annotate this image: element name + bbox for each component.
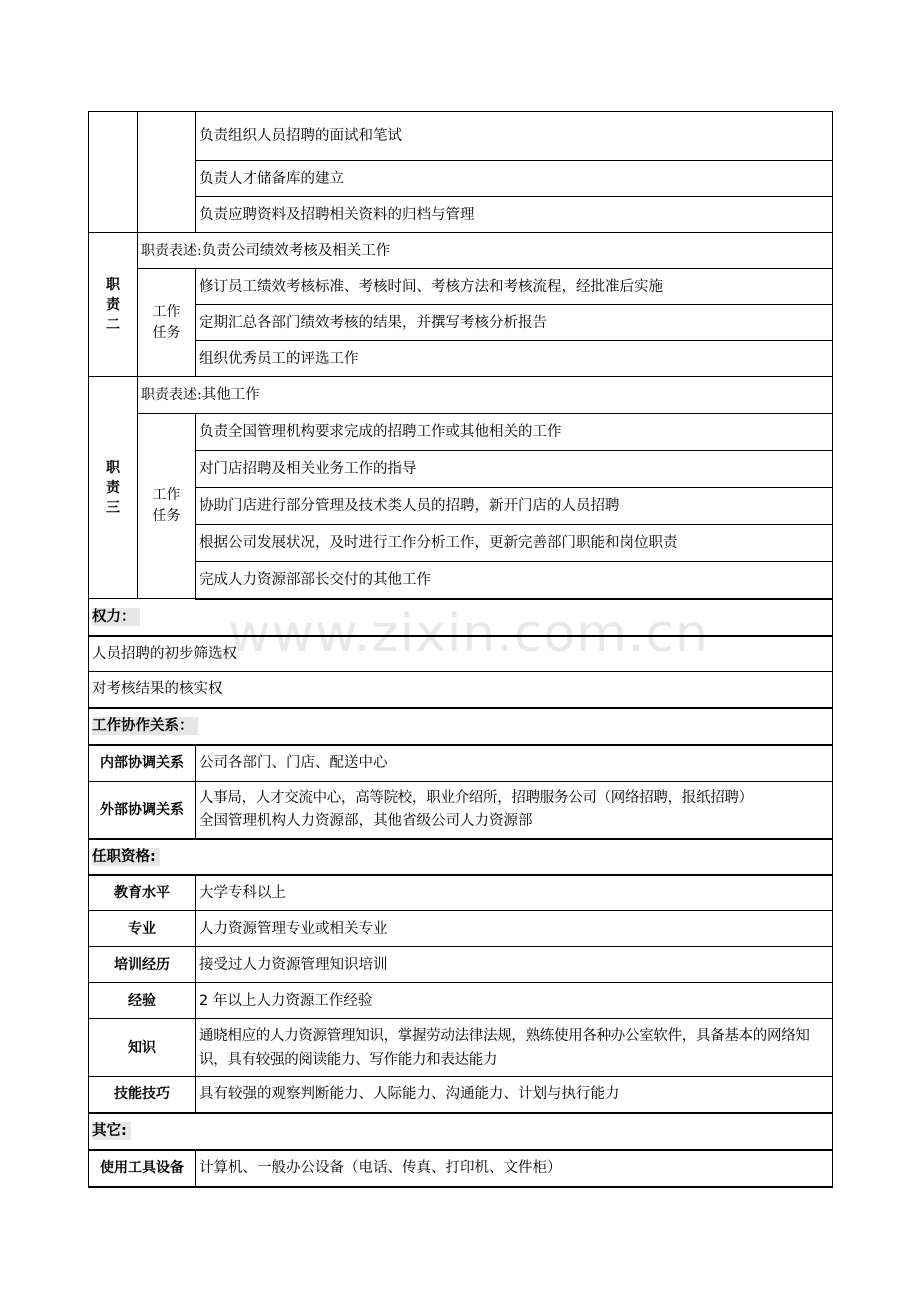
duty2-task: 组织优秀员工的评选工作: [196, 341, 833, 377]
qualification-row: [89, 875, 833, 911]
duty3-task: 负责全国管理机构要求完成的招聘工作或其他相关的工作: [196, 414, 833, 451]
power-item-row: [89, 636, 833, 672]
internal-cooperation-row: [89, 745, 833, 782]
other-heading-row: [89, 1113, 833, 1150]
duty3-task: 根据公司发展状况，及时进行工作分析工作，更新完善部门职能和岗位职责: [196, 525, 833, 562]
duty2-description-row: [89, 233, 833, 269]
duty2-task-label: 工作 任务: [138, 269, 196, 377]
duty3-task-row: [89, 525, 833, 562]
cooperation-heading-row: [89, 708, 833, 745]
qualification-value: 人力资源管理专业或相关专业: [196, 911, 833, 947]
duty1-task-row: [89, 161, 833, 197]
tools-value: 计算机、一般办公设备（电话、传真、打印机、文件柜）: [196, 1150, 833, 1187]
power-heading-row: [89, 599, 833, 636]
qualification-heading: [89, 839, 833, 875]
external-cooperation-row: [89, 782, 833, 839]
duty1-task: 负责人才储备库的建立: [196, 161, 833, 197]
qualification-label: 经验: [89, 983, 196, 1019]
internal-cooperation-label: 内部协调关系: [89, 745, 196, 782]
other-heading-text: 其它:: [92, 1122, 131, 1140]
qualification-value: 大学专科以上: [196, 875, 833, 911]
tools-row: [89, 1150, 833, 1187]
duty3-task-row: [89, 488, 833, 525]
duty2-task-row: [89, 341, 833, 377]
duty2-task-row: [89, 269, 833, 305]
job-description-document: [88, 111, 832, 1188]
power-heading: [89, 599, 833, 636]
internal-cooperation-value: 公司各部门、门店、配送中心: [196, 745, 833, 782]
power-item: 对考核结果的核实权: [89, 672, 833, 708]
qualification-value: 接受过人力资源管理知识培训: [196, 947, 833, 983]
qualification-value: 2 年以上人力资源工作经验: [196, 983, 833, 1019]
tools-label: 使用工具设备: [89, 1150, 196, 1187]
external-cooperation-line: 人事局，人才交流中心，高等院校，职业介绍所，招聘服务公司（网络招聘，报纸招聘）: [199, 789, 753, 806]
power-item-row: [89, 672, 833, 708]
qualification-label: 培训经历: [89, 947, 196, 983]
qualification-row: [89, 911, 833, 947]
qualification-row: [89, 983, 833, 1019]
qualification-row: [89, 1077, 833, 1113]
duty1-task: 负责应聘资料及招聘相关资料的归档与管理: [196, 197, 833, 233]
external-cooperation-label: 外部协调关系: [89, 782, 196, 839]
duty3-description: [138, 377, 833, 414]
duty1-task: 负责组织人员招聘的面试和笔试: [196, 112, 833, 161]
duty3-task: 对门店招聘及相关业务工作的指导: [196, 451, 833, 488]
duty1-task-label-cell: [138, 112, 196, 233]
duty1-task-row: [89, 112, 833, 161]
qualification-heading-text: 任职资格:: [92, 848, 160, 866]
duty2-task-row: [89, 305, 833, 341]
duty3-task-row: [89, 414, 833, 451]
duty1-label-cell: [89, 112, 138, 233]
qualification-label: 知识: [89, 1019, 196, 1077]
duty2-task: 修订员工绩效考核标准、考核时间、考核方法和考核流程，经批准后实施: [196, 269, 833, 305]
duty3-task: 协助门店进行部分管理及技术类人员的招聘，新开门店的人员招聘: [196, 488, 833, 525]
duty3-task-row: [89, 562, 833, 599]
qualification-row: [89, 1019, 833, 1077]
power-heading-text: 权力：: [92, 608, 140, 626]
duty1-task-row: [89, 197, 833, 233]
qualification-row: [89, 947, 833, 983]
qualification-label: 专业: [89, 911, 196, 947]
duty3-label: 职 责 三: [89, 377, 138, 599]
duty2-description: [138, 233, 833, 269]
duty3-description-label: 职责表述:: [141, 387, 202, 403]
duty2-label: 职 责 二: [89, 233, 138, 377]
watermark: www.zixin.com.cn: [228, 604, 709, 664]
power-item: 人员招聘的初步筛选权: [89, 636, 833, 672]
qualification-label: 教育水平: [89, 875, 196, 911]
duty2-task: 定期汇总各部门绩效考核的结果，并撰写考核分析报告: [196, 305, 833, 341]
cooperation-heading: [89, 708, 833, 745]
duty3-task-label: 工作 任务: [138, 414, 196, 599]
other-heading: [89, 1113, 833, 1150]
duty3-task-row: [89, 451, 833, 488]
external-cooperation-value: [196, 782, 833, 839]
duty3-task: 完成人力资源部部长交付的其他工作: [196, 562, 833, 599]
duty3-description-text: 其他工作: [201, 387, 260, 403]
qualification-value: 通晓相应的人力资源管理知识，掌握劳动法律法规，熟练使用各种办公室软件，具备基本的网络知识，具有较强的阅读能力、写作能力和表达能力: [196, 1019, 833, 1077]
duty2-description-label: 职责表述:: [141, 242, 202, 259]
duty2-description-text: 负责公司绩效考核及相关工作: [201, 242, 391, 259]
qualification-value: 具有较强的观察判断能力、人际能力、沟通能力、计划与执行能力: [196, 1077, 833, 1113]
qualification-heading-row: [89, 839, 833, 875]
qualification-label: 技能技巧: [89, 1077, 196, 1113]
external-cooperation-line: 全国管理机构人力资源部，其他省级公司人力资源部: [199, 812, 533, 829]
job-description-table: [88, 111, 833, 1188]
cooperation-heading-text: 工作协作关系：: [92, 717, 198, 735]
duty3-description-row: [89, 377, 833, 414]
